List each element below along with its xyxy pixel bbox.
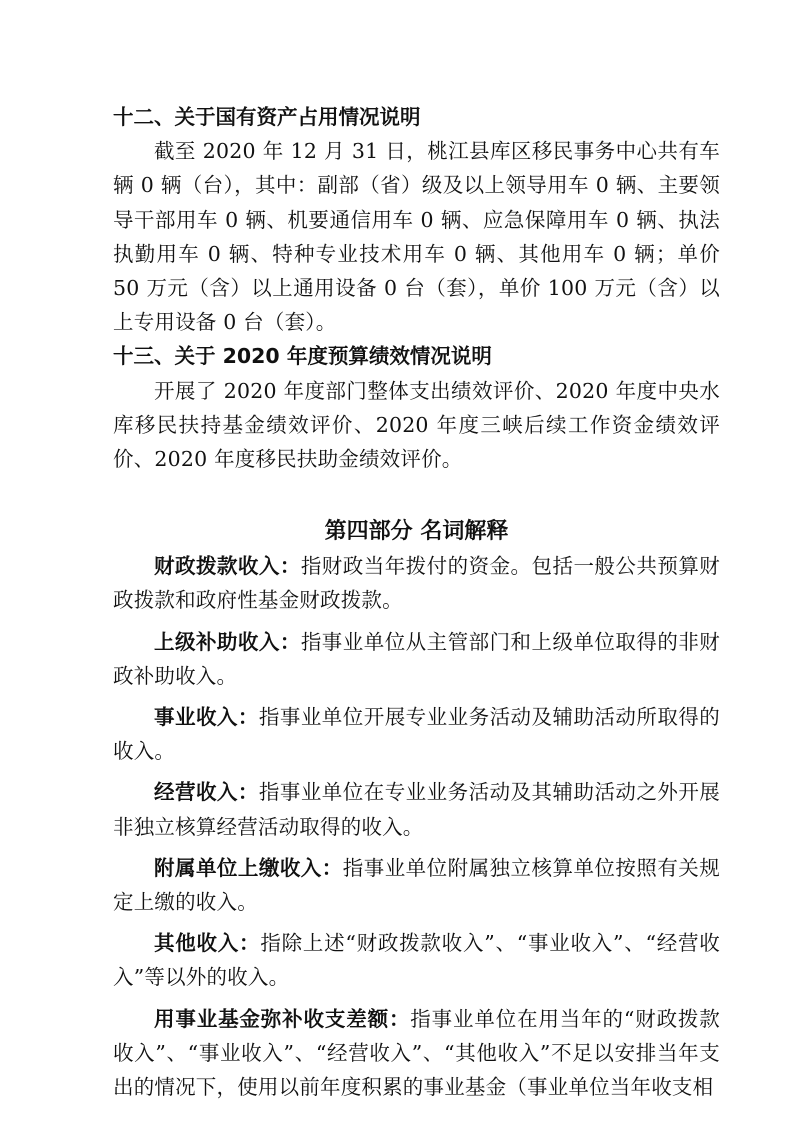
glossary-item <box>113 625 720 693</box>
glossary-term: 财政拨款收入： <box>154 554 301 579</box>
glossary-term: 其他收入： <box>154 931 261 956</box>
glossary-definition: 指事业单位开展专业业务活动及辅助活动所取得的收入。 <box>113 705 721 764</box>
glossary-item <box>113 926 720 994</box>
glossary-term: 事业收入： <box>154 705 259 730</box>
glossary-term: 用事业基金弥补收支差额： <box>154 1006 411 1031</box>
glossary-item <box>113 851 720 919</box>
section-12-heading: 十二、关于国有资产占用情况说明 <box>113 105 421 129</box>
section-12-body: 截至 2020 年 12 月 31 日，桃江县库区移民事务中心共有车辆 0 辆（台），其中：副部（省）级及以上领导用车 0 辆、主要领导干部用车 0 辆、机要通信用车 0 辆、应急保障用车 0 辆、执法执勤用车 0 辆、特种专业技术用车 0 辆、其他用车 0 辆；单价 50 万元（含）以上通用设备 0 台（套），单价 100 万元（含）以上专用设备 0 台（套）。 <box>113 139 720 335</box>
glossary-term: 上级补助收入： <box>154 629 301 654</box>
glossary-term: 附属单位上缴收入： <box>154 855 343 880</box>
glossary-item <box>113 549 720 617</box>
glossary-term: 经营收入： <box>154 780 259 805</box>
glossary-item <box>113 775 720 843</box>
glossary-item <box>113 1002 720 1105</box>
glossary-definition: 指事业单位从主管部门和上级单位取得的非财政补助收入。 <box>113 629 720 688</box>
glossary-definition: 指事业单位附属独立核算单位按照有关规定上缴的收入。 <box>113 855 720 915</box>
section-13-body: 开展了 2020 年度部门整体支出绩效评价、2020 年度中央水库移民扶持基金绩效评价、2020 年度三峡后续工作资金绩效评价、2020 年度移民扶助金绩效评价。 <box>113 378 720 472</box>
part-4-title: 第四部分 名词解释 <box>324 519 509 545</box>
glossary-item <box>113 700 720 768</box>
glossary-definition: 指事业单位在用当年的“财政拨款收入”、“事业收入”、“经营收入”、“其他收入”不足以安排当年支出的情况下，使用以前年度积累的事业基金（事业单位当年收支相 <box>113 1006 720 1100</box>
glossary-definition: 指除上述“财政拨款收入”、“事业收入”、“经营收入”等以外的收入。 <box>113 931 721 990</box>
glossary-definition: 指事业单位在专业业务活动及其辅助活动之外开展非独立核算经营活动取得的收入。 <box>113 780 721 839</box>
glossary <box>113 549 720 1104</box>
document-page <box>113 100 720 1104</box>
section-13-heading: 十三、关于 2020 年度预算绩效情况说明 <box>113 344 492 369</box>
glossary-definition: 指财政当年拨付的资金。包括一般公共预算财政拨款和政府性基金财政拨款。 <box>113 554 720 613</box>
